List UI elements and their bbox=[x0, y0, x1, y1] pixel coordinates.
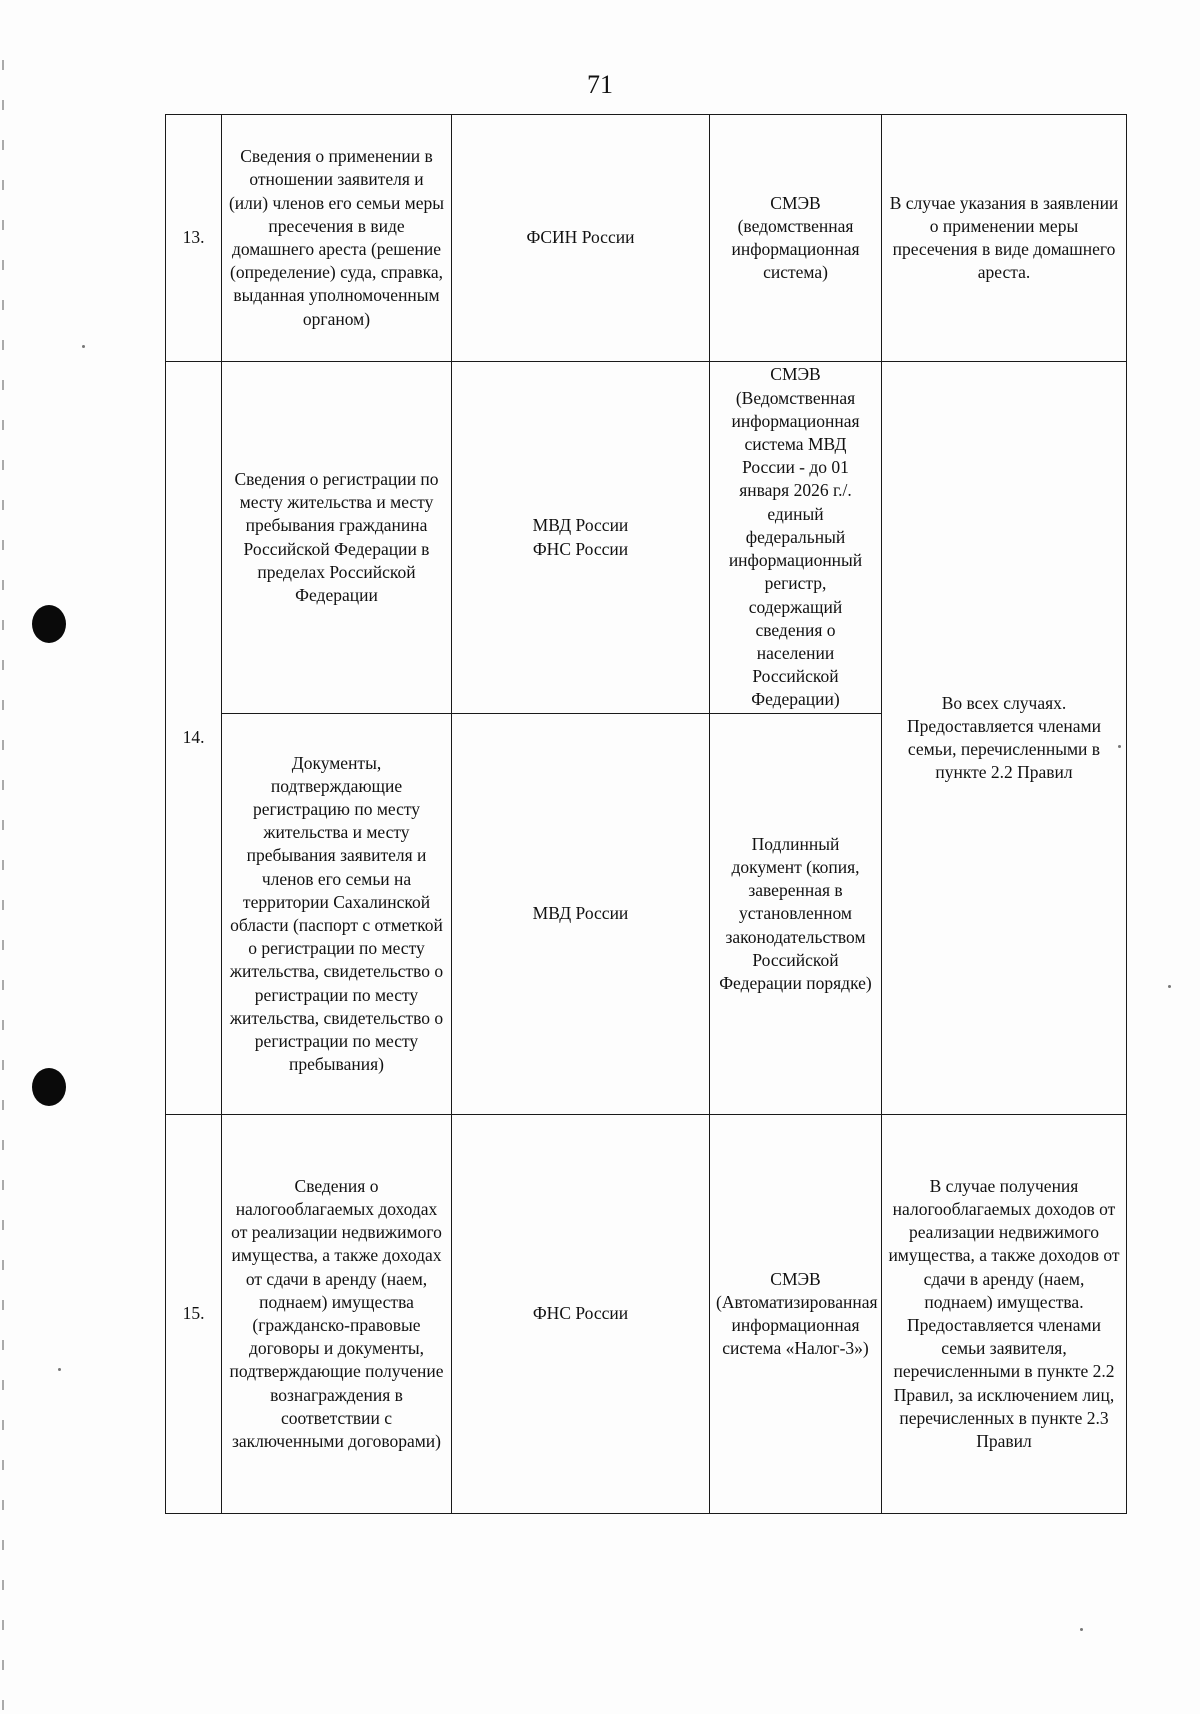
condition-cell: В случае получения налогооблагаемых доходов от реализации недвижимого имущества, а также доходов от сдачи в аренду (наем, поднаем) имущества. Предоставляется членами семьи заявителя, перечисленными в пункте 2.2 Правил, за исключением лиц, перечисленных в пункте 2.3 Правил bbox=[882, 1115, 1127, 1514]
document-name-cell: Сведения о применении в отношении заявителя и (или) членов его семьи меры пресечения в виде домашнего ареста (решение (определение) суда, справка, выданная уполномоченным органом) bbox=[222, 115, 452, 362]
agency-cell bbox=[452, 362, 710, 714]
agency-line: МВД России bbox=[532, 515, 629, 536]
agency-cell: ФСИН России bbox=[452, 115, 710, 362]
channel-cell: СМЭВ (Ведомственная информационная система МВД России - до 01 января 2026 г./. единый федеральный информационный регистр, содержащий сведения о населении Российской Федерации) bbox=[710, 362, 882, 714]
condition-cell: Во всех случаях. Предоставляется членами семьи, перечисленными в пункте 2.2 Правил bbox=[882, 362, 1127, 1115]
documents-table bbox=[165, 114, 1127, 1514]
channel-cell: СМЭВ (ведомственная информационная система) bbox=[710, 115, 882, 362]
document-name-cell: Сведения о налогооблагаемых доходах от реализации недвижимого имущества, а также доходах от сдачи в аренду (наем, поднаем) имущества (гражданско-правовые договоры и документы, подтверждающие получение вознаграждения в соответствии с заключенными договорами) bbox=[222, 1115, 452, 1514]
document-name-cell: Документы, подтверждающие регистрацию по месту жительства и месту пребывания заявителя и членов его семьи на территории Сахалинской области (паспорт с отметкой о регистрации по месту жительства, свидетельство о регистрации по месту жительства, свидетельство о регистрации по месту пребывания) bbox=[222, 714, 452, 1115]
table-row bbox=[166, 362, 1127, 714]
scan-speck bbox=[82, 345, 85, 348]
document-name-cell: Сведения о регистрации по месту жительства и месту пребывания гражданина Российской Федерации в пределах Российской Федерации bbox=[222, 362, 452, 714]
scan-speck bbox=[1080, 1628, 1083, 1631]
scan-speck bbox=[58, 1368, 61, 1371]
scan-speck bbox=[1118, 745, 1121, 748]
agency-cell: ФНС России bbox=[452, 1115, 710, 1514]
row-number: 14. bbox=[166, 362, 222, 1115]
page-number: 71 bbox=[587, 70, 613, 99]
punch-hole bbox=[32, 1068, 66, 1106]
table-row bbox=[166, 115, 1127, 362]
row-number: 13. bbox=[166, 115, 222, 362]
agency-line: ФНС России bbox=[532, 538, 629, 559]
condition-cell: В случае указания в заявлении о применении меры пресечения в виде домашнего ареста. bbox=[882, 115, 1127, 362]
channel-cell: Подлинный документ (копия, заверенная в установленном законодательством Российской Федерации порядке) bbox=[710, 714, 882, 1115]
scan-edge bbox=[2, 60, 4, 1710]
table-row bbox=[166, 1115, 1127, 1514]
punch-hole bbox=[32, 605, 66, 643]
row-number: 15. bbox=[166, 1115, 222, 1514]
agency-cell: МВД России bbox=[452, 714, 710, 1115]
channel-cell: СМЭВ (Автоматизированная информационная система «Налог-3») bbox=[710, 1115, 882, 1514]
scan-speck bbox=[1168, 985, 1171, 988]
